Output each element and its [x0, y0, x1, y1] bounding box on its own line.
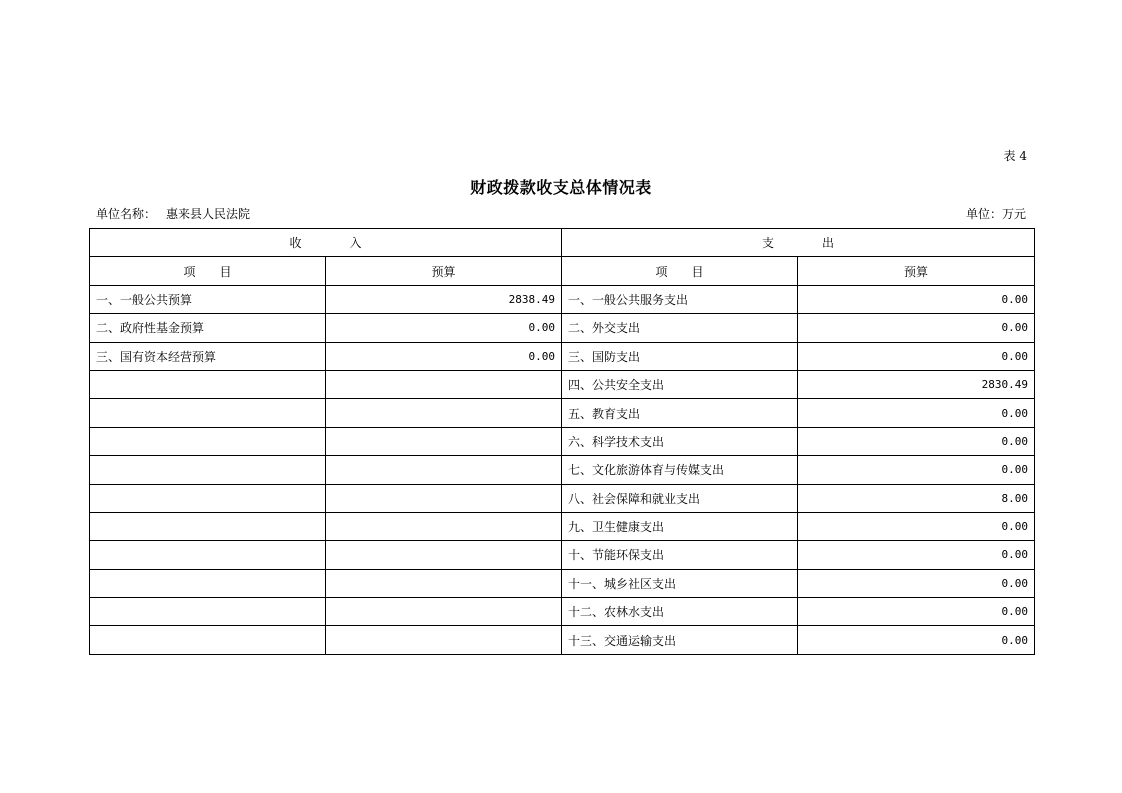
expense-item-cell: 五、教育支出 [562, 399, 798, 427]
budget-table [89, 228, 1035, 655]
table-row [90, 456, 1035, 484]
income-item-cell: 二、政府性基金预算 [90, 314, 326, 342]
expense-item-cell: 六、科学技术支出 [562, 427, 798, 455]
income-budget-cell [326, 626, 562, 654]
income-item-cell: 三、国有资本经营预算 [90, 342, 326, 370]
document-title: 财政拨款收支总体情况表 [470, 178, 652, 197]
income-budget-cell [326, 427, 562, 455]
income-header: 收 入 [90, 229, 562, 257]
table-row [90, 626, 1035, 654]
expense-budget-cell: 0.00 [798, 399, 1035, 427]
expense-budget-cell: 2830.49 [798, 370, 1035, 398]
table-row [90, 484, 1035, 512]
expense-budget-cell: 0.00 [798, 427, 1035, 455]
income-budget-cell [326, 598, 562, 626]
table-row [90, 370, 1035, 398]
expense-budget-cell: 0.00 [798, 342, 1035, 370]
income-item-cell [90, 484, 326, 512]
table-row [90, 314, 1035, 342]
income-item-cell [90, 456, 326, 484]
header-row-columns [90, 257, 1035, 285]
expense-budget-cell: 0.00 [798, 512, 1035, 540]
header-row-group [90, 229, 1035, 257]
unit-name-label: 单位名称： [96, 207, 157, 221]
income-item-cell [90, 370, 326, 398]
expense-budget-cell: 0.00 [798, 541, 1035, 569]
income-item-cell [90, 626, 326, 654]
expense-item-cell: 一、一般公共服务支出 [562, 285, 798, 313]
expense-budget-cell: 0.00 [798, 569, 1035, 597]
income-budget-cell [326, 512, 562, 540]
table-row [90, 285, 1035, 313]
expense-item-cell: 十一、城乡社区支出 [562, 569, 798, 597]
table-row [90, 342, 1035, 370]
expense-item-cell: 十三、交通运输支出 [562, 626, 798, 654]
table-row [90, 427, 1035, 455]
expense-budget-cell: 0.00 [798, 314, 1035, 342]
expense-header: 支 出 [562, 229, 1035, 257]
income-budget-cell [326, 569, 562, 597]
expense-item-cell: 七、文化旅游体育与传媒支出 [562, 456, 798, 484]
income-item-cell [90, 541, 326, 569]
expense-item-cell: 二、外交支出 [562, 314, 798, 342]
income-budget-header: 预算 [326, 257, 562, 285]
expense-item-cell: 十、节能环保支出 [562, 541, 798, 569]
income-item-cell [90, 399, 326, 427]
expense-budget-header: 预算 [798, 257, 1035, 285]
expense-budget-cell: 8.00 [798, 484, 1035, 512]
expense-budget-cell: 0.00 [798, 626, 1035, 654]
table-number: 表 4 [1003, 149, 1027, 163]
expense-budget-cell: 0.00 [798, 285, 1035, 313]
income-item-header: 项 目 [90, 257, 326, 285]
income-budget-cell: 2838.49 [326, 285, 562, 313]
income-budget-cell [326, 370, 562, 398]
expense-item-header: 项 目 [562, 257, 798, 285]
currency-unit: 单位：万元 [965, 207, 1026, 221]
income-budget-cell: 0.00 [326, 342, 562, 370]
table-row [90, 541, 1035, 569]
income-budget-cell [326, 456, 562, 484]
table-row [90, 512, 1035, 540]
unit-name-value: 惠来县人民法院 [166, 207, 251, 221]
expense-item-cell: 十二、农林水支出 [562, 598, 798, 626]
income-item-cell [90, 512, 326, 540]
expense-item-cell: 九、卫生健康支出 [562, 512, 798, 540]
expense-item-cell: 八、社会保障和就业支出 [562, 484, 798, 512]
expense-budget-cell: 0.00 [798, 456, 1035, 484]
income-budget-cell [326, 541, 562, 569]
income-budget-cell [326, 399, 562, 427]
table-row [90, 399, 1035, 427]
expense-item-cell: 四、公共安全支出 [562, 370, 798, 398]
income-item-cell: 一、一般公共预算 [90, 285, 326, 313]
income-budget-cell: 0.00 [326, 314, 562, 342]
expense-budget-cell: 0.00 [798, 598, 1035, 626]
income-item-cell [90, 569, 326, 597]
income-item-cell [90, 427, 326, 455]
table-row [90, 598, 1035, 626]
table-row [90, 569, 1035, 597]
unit-name-group [96, 205, 250, 222]
expense-item-cell: 三、国防支出 [562, 342, 798, 370]
income-budget-cell [326, 484, 562, 512]
income-item-cell [90, 598, 326, 626]
